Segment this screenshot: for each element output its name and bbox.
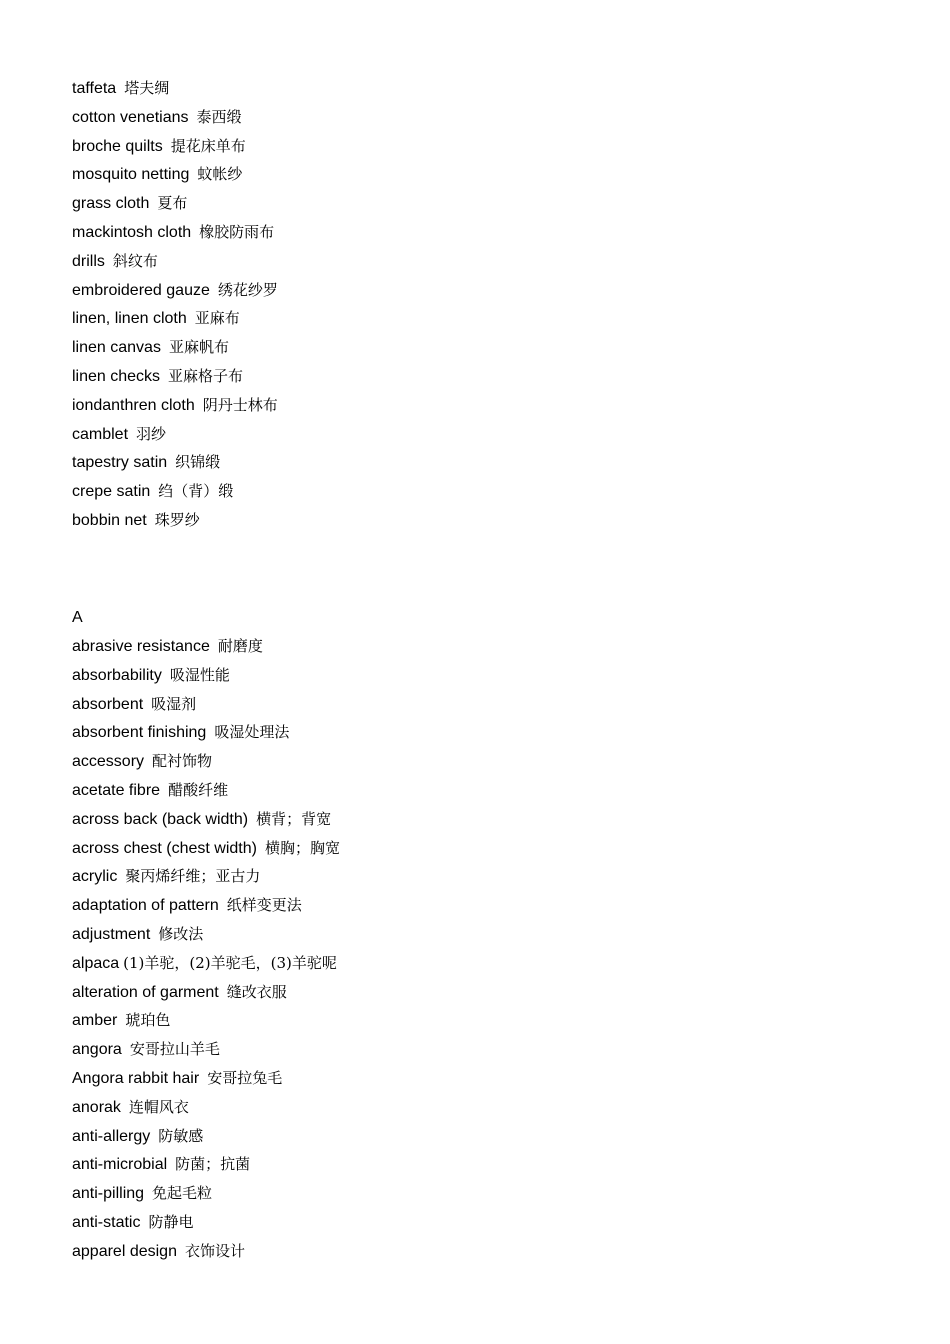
term-en: grass cloth (72, 195, 150, 213)
glossary-entry (72, 808, 340, 837)
term-zh: 斜纹布 (112, 251, 158, 270)
term-zh: 聚丙烯纤维；亚古力 (125, 867, 261, 886)
term-zh: 绉（背）缎 (158, 482, 234, 501)
glossary-entry (72, 250, 278, 279)
term-en: absorbent finishing (72, 724, 207, 742)
term-en: adaptation of pattern (72, 897, 219, 915)
term-zh: 修改法 (158, 924, 204, 943)
term-zh: 吸湿剂 (151, 694, 197, 713)
term-zh: 泰西缎 (196, 107, 242, 126)
term-en: alpaca (72, 954, 120, 972)
term-en: absorbability (72, 666, 162, 684)
term-en: mosquito netting (72, 166, 190, 184)
glossary-entry (72, 1038, 340, 1067)
glossary-entry (72, 1240, 340, 1269)
glossary-entry (72, 77, 278, 106)
term-en: anorak (72, 1098, 121, 1116)
term-zh: 衣饰设计 (184, 1241, 245, 1260)
term-zh: 横背；背宽 (256, 809, 332, 828)
glossary-entry (72, 693, 340, 722)
term-zh: 吸湿处理法 (214, 723, 290, 742)
term-en: embroidered gauze (72, 281, 210, 299)
term-zh: 珠罗纱 (154, 510, 200, 529)
term-zh: 免起毛粒 (152, 1184, 213, 1203)
term-en: adjustment (72, 925, 151, 943)
term-zh: 安哥拉兔毛 (207, 1068, 283, 1087)
term-zh: 亚麻布 (194, 309, 240, 328)
term-en: linen canvas (72, 339, 161, 357)
term-en: bobbin net (72, 511, 147, 529)
glossary-entry (72, 394, 278, 423)
glossary-entry (72, 1067, 340, 1096)
glossary-entry (72, 894, 340, 923)
term-en: crepe satin (72, 483, 151, 501)
term-en: iondanthren cloth (72, 396, 195, 414)
term-zh: (1)羊驼，(2)羊驼毛，(3)羊驼呢 (123, 953, 337, 972)
term-zh: 纸样变更法 (226, 896, 302, 915)
glossary-entry (72, 336, 278, 365)
term-zh: 阴丹士林布 (202, 395, 278, 414)
glossary-entry (72, 163, 278, 192)
term-zh: 连帽风衣 (128, 1097, 189, 1116)
term-zh: 防菌；抗菌 (175, 1155, 251, 1174)
term-zh: 横胸；胸宽 (264, 838, 340, 857)
term-zh: 亚麻帆布 (168, 338, 229, 357)
glossary-entry (72, 279, 278, 308)
term-en: anti-microbial (72, 1156, 168, 1174)
term-en: acrylic (72, 868, 118, 886)
term-en: across back (back width) (72, 810, 249, 828)
term-zh: 醋酸纤维 (168, 780, 229, 799)
term-en: alteration of garment (72, 983, 219, 1001)
term-en: tapestry satin (72, 454, 168, 472)
glossary-entry (72, 509, 278, 538)
glossary-entry (72, 664, 340, 693)
term-zh: 安哥拉山羊毛 (129, 1040, 220, 1059)
glossary-entry (72, 837, 340, 866)
term-zh: 亚麻格子布 (168, 366, 244, 385)
term-en: apparel design (72, 1242, 177, 1260)
glossary-entry (72, 923, 340, 952)
glossary-entry (72, 307, 278, 336)
glossary-entry (72, 1096, 340, 1125)
term-en: acetate fibre (72, 781, 161, 799)
glossary-entry (72, 106, 278, 135)
glossary-entry (72, 192, 278, 221)
glossary-entry (72, 1153, 340, 1182)
term-zh: 夏布 (157, 194, 188, 213)
term-en: taffeta (72, 80, 117, 97)
glossary-entry (72, 721, 340, 750)
glossary-entry (72, 1009, 340, 1038)
term-en: anti-pilling (72, 1185, 145, 1203)
term-zh: 耐磨度 (217, 637, 263, 655)
term-zh: 琥珀色 (125, 1011, 171, 1030)
term-en: Angora rabbit hair (72, 1069, 200, 1087)
term-en: anti-allergy (72, 1127, 151, 1145)
glossary-entry (72, 635, 340, 664)
term-zh: 羽纱 (136, 424, 167, 443)
term-en: abrasive resistance (72, 638, 210, 655)
glossary-entry (72, 423, 278, 452)
term-en: cotton venetians (72, 108, 189, 126)
term-en: amber (72, 1012, 118, 1030)
glossary-entry (72, 981, 340, 1010)
term-zh: 塔夫绸 (124, 79, 170, 97)
glossary-entry (72, 1182, 340, 1211)
term-en: camblet (72, 425, 129, 443)
glossary-list-fabrics (72, 77, 278, 538)
term-zh: 防静电 (148, 1212, 194, 1231)
term-en: mackintosh cloth (72, 223, 192, 241)
term-en: drills (72, 252, 105, 270)
term-zh: 吸湿性能 (169, 665, 230, 684)
glossary-entry (72, 1211, 340, 1240)
term-zh: 织锦缎 (175, 453, 221, 472)
glossary-entry (72, 221, 278, 250)
glossary-entry (72, 135, 278, 164)
term-zh: 配衬饰物 (152, 752, 213, 771)
term-en: anti-static (72, 1213, 141, 1231)
term-en: accessory (72, 753, 145, 771)
term-en: angora (72, 1041, 122, 1059)
glossary-entry (72, 779, 340, 808)
term-zh: 橡胶防雨布 (199, 222, 275, 241)
term-zh: 防敏感 (158, 1126, 204, 1145)
glossary-entry (72, 952, 340, 981)
term-en: broche quilts (72, 137, 163, 155)
term-zh: 蚊帐纱 (197, 165, 243, 184)
term-zh: 提花床单布 (170, 136, 246, 155)
term-en: absorbent (72, 695, 144, 713)
glossary-entry (72, 1125, 340, 1154)
glossary-entry (72, 451, 278, 480)
glossary-entry (72, 865, 340, 894)
glossary-entry (72, 480, 278, 509)
term-zh: 绣花纱罗 (217, 280, 278, 299)
term-en: linen checks (72, 367, 161, 385)
term-en: across chest (chest width) (72, 839, 257, 857)
glossary-list-a (72, 635, 340, 1269)
term-zh: 缝改衣服 (226, 982, 287, 1001)
glossary-entry (72, 750, 340, 779)
term-en: linen, linen cloth (72, 310, 187, 328)
section-heading-a: A (72, 609, 83, 626)
glossary-entry (72, 365, 278, 394)
